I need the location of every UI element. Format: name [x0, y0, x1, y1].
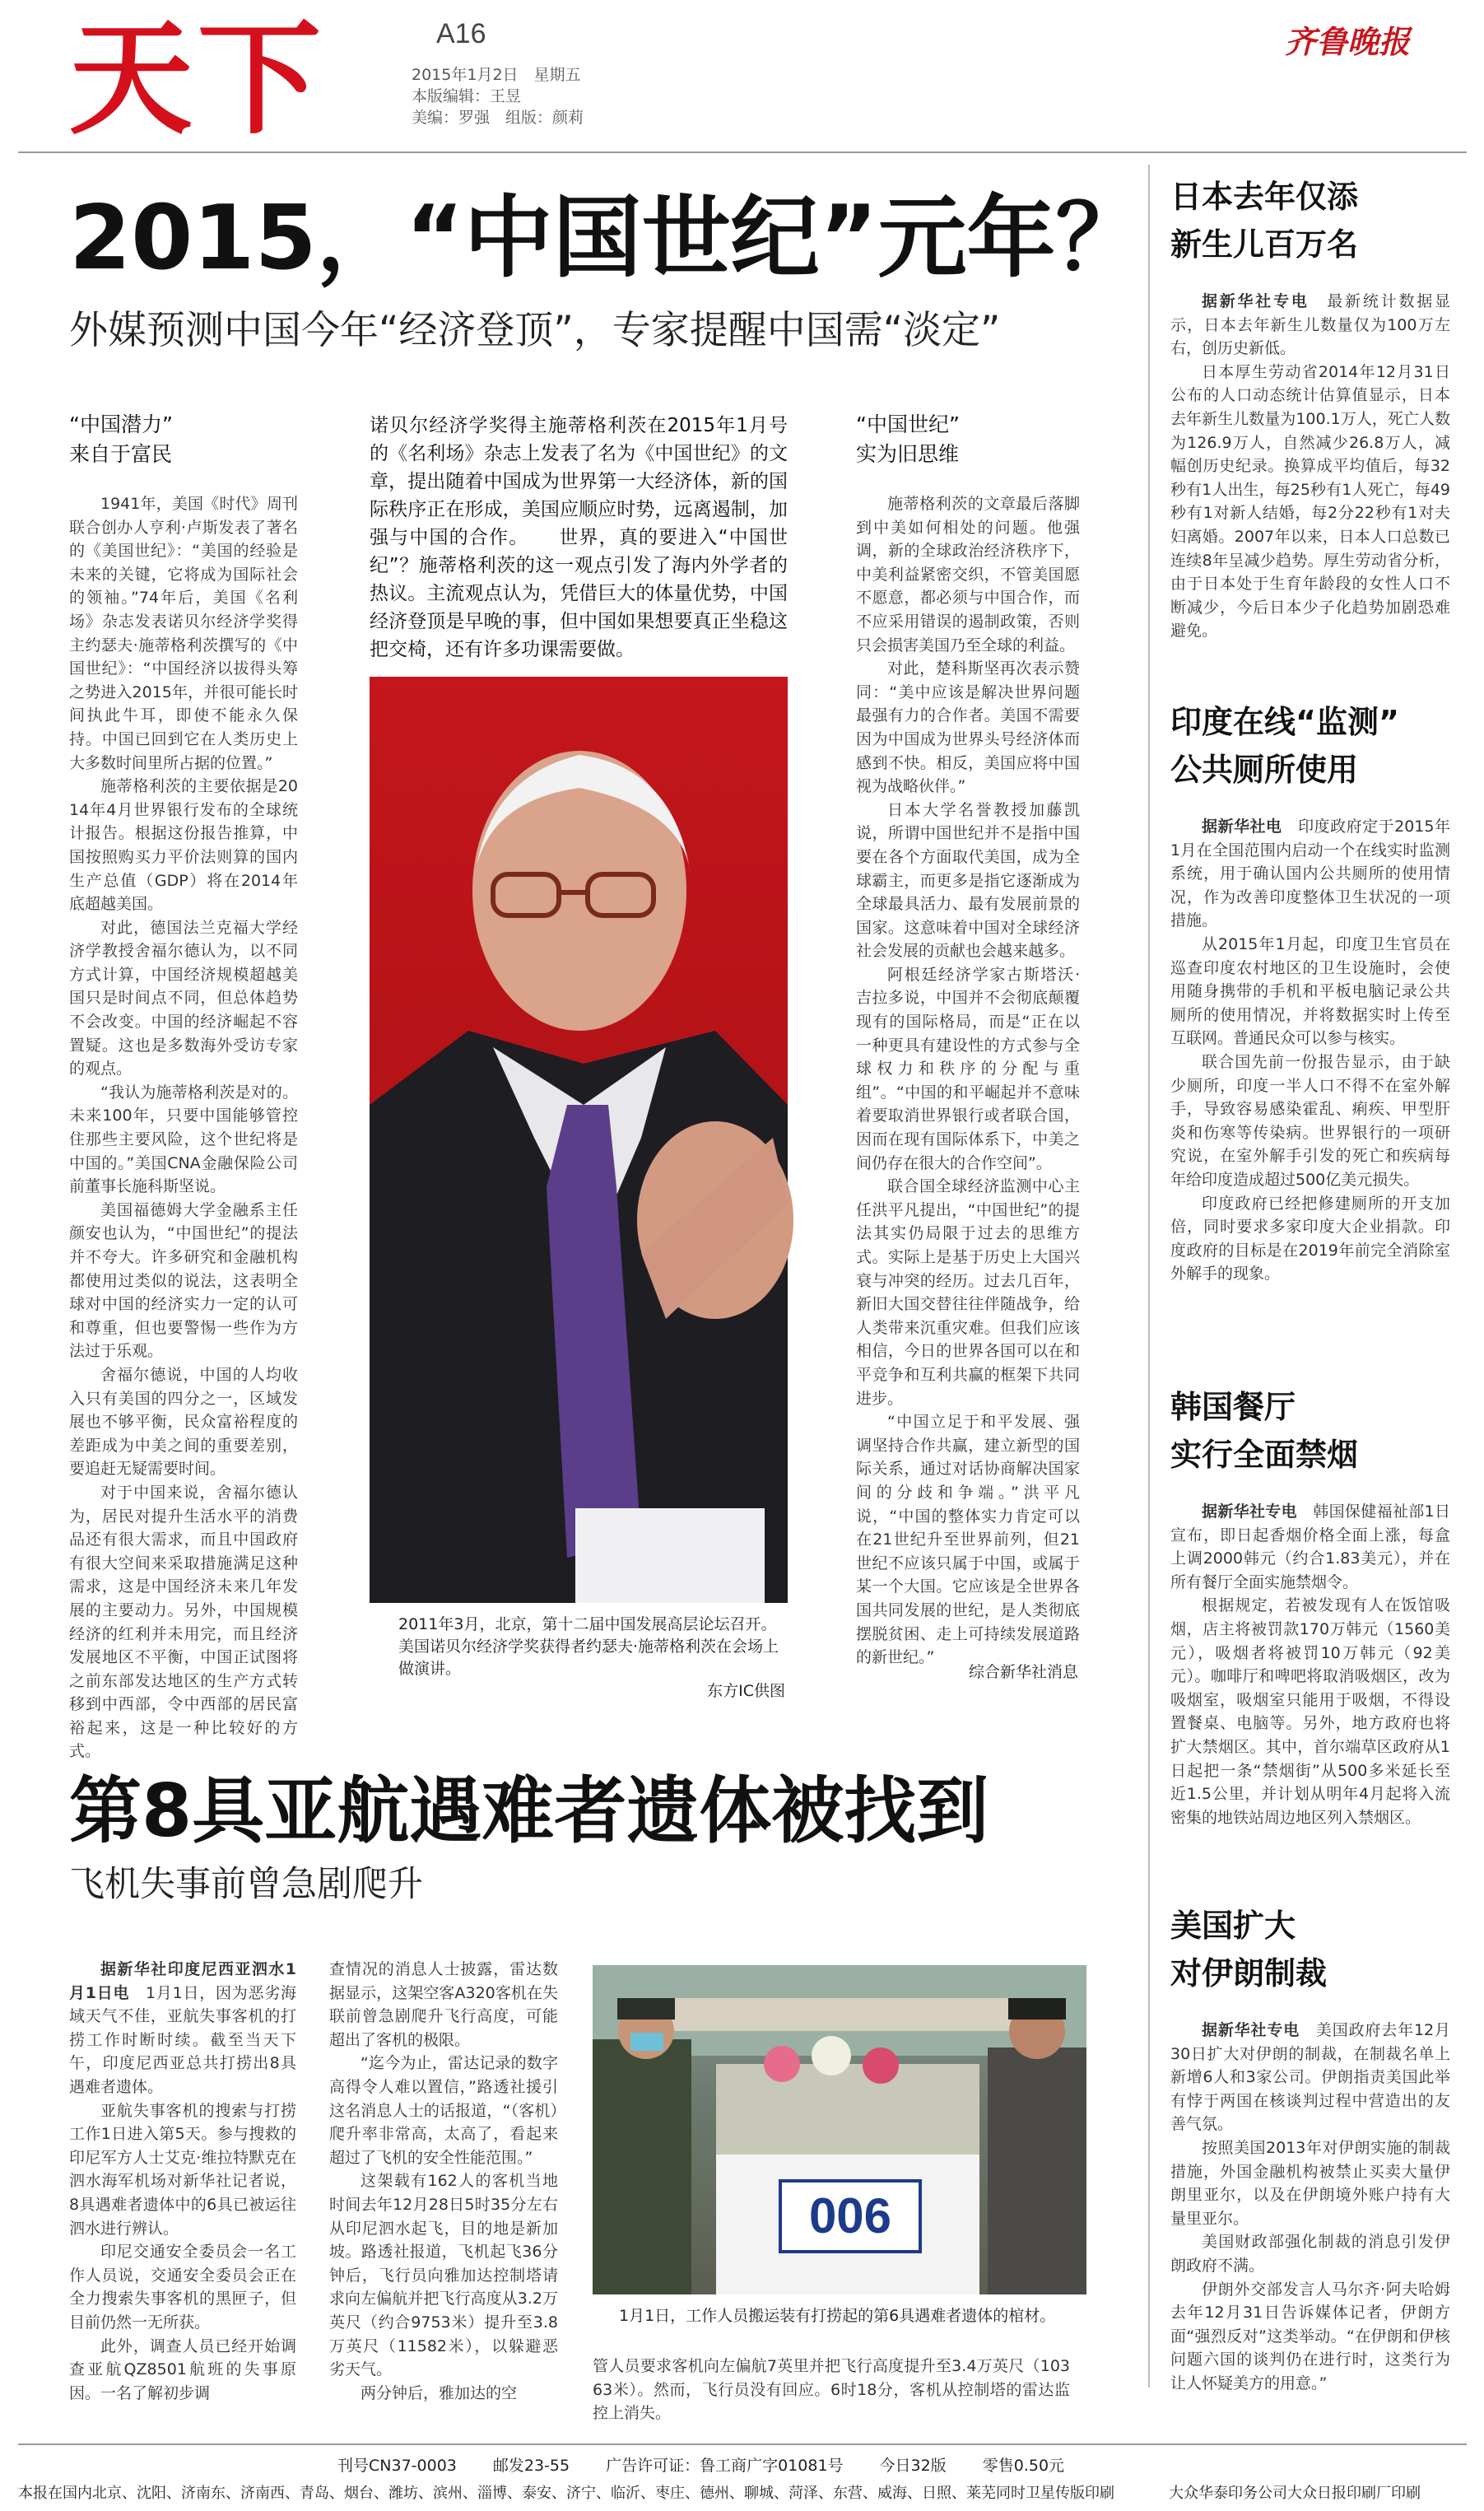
- article-paragraph: 对此，楚科斯坚再次表示赞同：“美中应该是解决世界问题最强有力的合作者。美国不需要因为中国成为世界头号经济体而感到不快。相反，美国应将中国视为战略伙伴。”: [856, 659, 1080, 796]
- brief-paragraph: [1170, 2019, 1450, 2136]
- brief-body: [1170, 815, 1450, 1358]
- footer-item: 零售0.50元: [982, 2457, 1065, 2475]
- brief-paragraph: [1170, 815, 1450, 933]
- article-paragraph: 对此，德国法兰克福大学经济学教授舍福尔德认为，以不同方式计算，中国经济规模超越美国只是时间点不同，但总体趋势不会改变。中国的经济崛起不容置疑。这也是多数海外受访专家的观点。: [69, 918, 298, 1078]
- design-line: 美编：罗强 组版：颜莉: [412, 109, 584, 127]
- article-paragraph: 美国福德姆大学金融系主任颜安也认为，“中国世纪”的提法并不夸大。许多研究和金融机构都使用过类似的说法，这表明全球对中国的经济实力一定的认可和尊重，但也要警惕一些作为方法过于乐观。: [69, 1200, 298, 1361]
- article-paragraph: 两分钟后，雅加达的空: [361, 2383, 518, 2402]
- article-paragraph: [69, 1958, 296, 2099]
- brief-paragraph: 美国财政部强化制裁的消息引发伊朗政府不满。: [1170, 2233, 1450, 2275]
- brief-text: 印度政府定于2015年1月在全国范围内启动一个在线实时监测系统，用于确认国内公共厕所的使用情况，作为改善印度整体卫生状况的一项措施。: [1170, 818, 1450, 930]
- brief-title: [1170, 698, 1450, 794]
- coffin-photo: [593, 1965, 1086, 2294]
- brief-title-line: 对伊朗制裁: [1170, 1955, 1328, 1992]
- main-subheadline: 外媒预测中国今年“经济登顶”，专家提醒中国需“淡定”: [69, 308, 1001, 353]
- brief-title-line: 实行全面禁烟: [1170, 1437, 1359, 1473]
- dateline: 据新华社专电: [1202, 2021, 1300, 2039]
- footer-line-2-left: 本报在国内北京、沈阳、济南东、济南西、青岛、烟台、潍坊、滨州、淄博、泰安、济宁、临沂、枣庄、德州、聊城、菏泽、东营、威海、日照、莱芜同时卫星传版印刷: [18, 2485, 1114, 2502]
- sidebar-brief-1: [1170, 173, 1450, 677]
- article-paragraph: 1941年，美国《时代》周刊联合创办人亨利·卢斯发表了著名的《美国世纪》：“美国的经验是未来的关键，它将成为国际社会的领袖。”74年后，美国《名利场》杂志发表诺贝尔经济学奖得主约瑟夫·施蒂格利茨撰写的《中国世纪》：“中国经济以拔得头筹之势进入2015年，并很可能长时间执此牛耳，即使不能永久保持。中国已回到它在人类历史上大多数时间里所占据的位置。”: [69, 495, 298, 772]
- right-section-title-2: 实为旧思维: [856, 442, 960, 466]
- article-paragraph: “迄今为止，雷达记录的数字高得令人难以置信，”路透社援引这名消息人士的话报道，“（客机）爬升率非常高，太高了，看起来超过了飞机的安全性能范围。”: [329, 2054, 558, 2167]
- footer-item: 广告许可证：鲁工商广字01081号: [606, 2457, 844, 2475]
- article-paragraph: 对于中国来说，舍福尔德认为，居民对提升生活水平的消费品还有很大需求，而且中国政府有很大空间来采取措施满足这种需求，这是中国经济未来几年发展的主要动力。另外，中国规模经济的红利并未用完，而且经济发展地区不平衡，中国正试图将之前东部发达地区的生产方式转移到中西部，令中西部的居民富裕起来，这是一种比较好的方式。: [69, 1483, 298, 1761]
- header-rule: [18, 151, 1467, 153]
- article-paragraph: 联合国全球经济监测中心主任洪平凡提出，“中国世纪”的提法其实仍局限于过去的思维方式。实际上是基于历史上大国兴衰与冲突的经历。过去几百年，新旧大国交替往往伴随战争，给人类带来沉重灾难。但我们应该相信，今日的世界各国可以在和平竞争和互利共赢的框架下共同进步。: [856, 1177, 1080, 1408]
- date-line: 2015年1月2日 星期五: [412, 66, 581, 84]
- brief-body: [1170, 290, 1450, 677]
- brief-title-line: 日本去年仅添: [1170, 179, 1359, 215]
- right-section-title-1: “中国世纪”: [856, 412, 960, 436]
- brief-paragraph: 按照美国2013年对伊朗实施的制裁措施，外国金融机构被禁止买卖大量伊朗里亚尔，以及在伊朗境外账户持有大量里亚尔。: [1170, 2138, 1450, 2228]
- second-story-column-1: [69, 1958, 296, 2419]
- brief-paragraph: 印度政府已经把修建厕所的开支加倍，同时要求多家印度大企业捐款。印度政府的目标是在2019年前完全消除室外解手的现象。: [1170, 1194, 1450, 1283]
- photo-credit: 东方IC供图: [707, 1682, 785, 1700]
- brief-text: 韩国保健福祉部1日宣布，即日起香烟价格全面上涨，每盒上调2000韩元（约合1.83美元），并在所有餐厅全面实施禁烟令。: [1170, 1502, 1450, 1591]
- left-section-title-1: “中国潜力”: [69, 412, 173, 436]
- brief-paragraph: [1170, 1500, 1450, 1594]
- dateline: 据新华社专电: [1202, 1502, 1297, 1521]
- brief-paragraph: 从2015年1月起，印度卫生官员在巡查印度农村地区的卫生设施时，会使用随身携带的手机和平板电脑记录公共厕所的使用情况，并将数据实时上传至互联网。普通民众可以参与核实。: [1170, 934, 1450, 1048]
- second-headline: 第8具亚航遇难者遗体被找到: [69, 1768, 989, 1853]
- left-section-title-2: 来自于富民: [69, 442, 173, 466]
- stiglitz-photo: [370, 677, 788, 1603]
- article-paragraph: 管人员要求客机向左偏航7英里并把飞行高度提升至3.4万英尺（10363米）。然而，飞行员没有回应。6时18分，客机从控制塔的雷达监控上消失。: [593, 2357, 1070, 2423]
- brief-paragraph: 日本厚生劳动省2014年12月31日公布的人口动态统计估算值显示，日本去年新生儿数量为100.1万人，死亡人数为126.9万人，自然减少26.8万人，减幅创历史纪录。换算成平均值后，每32秒有1人出生，每25秒有1人死亡，每49秒有1对新人结婚，每2分22秒有1对夫妇离婚。2007年以来，日本人口总数已连续8年呈减少趋势。厚生劳动省分析，由于日本处于生育年龄段的女性人口不断减少，今后日本少子化趋势加剧恐难避免。: [1170, 362, 1450, 641]
- sidebar-brief-3: [1170, 1383, 1450, 1945]
- dateline: 据新华社电: [1202, 818, 1282, 836]
- main-lead: 诺贝尔经济学奖得主施蒂格利茨在2015年1月号的《名利场》杂志上发表了名为《中国世纪》的文章，提出随着中国成为世界第一大经济体，新的国际秩序正在形成，美国应顺应时势，远离遏制，加强与中国的合作。 世界，真的要进入“中国世纪”？施蒂格利茨的这一观点引发了海内外学者的热议。主流观点认为，凭借巨大的体量优势，中国经济登顶是早晚的事，但中国如果想要真正坐稳这把交椅，还有许多功课需要做。: [370, 415, 788, 660]
- footer-line-1: [337, 2453, 1161, 2476]
- newspaper-logo: 齐鲁晚报: [1284, 23, 1410, 60]
- column-divider: [1148, 165, 1150, 2388]
- second-subheadline: 飞机失事前曾急剧爬升: [69, 1864, 423, 1905]
- footer-line-2-right: 大众华泰印务公司大众日报印刷厂印刷: [1169, 2485, 1421, 2502]
- photo-caption: [398, 1614, 785, 1703]
- footer-item: 刊号CN37-0003: [337, 2457, 457, 2475]
- brief-text: 美国政府去年12月30日扩大对伊朗的制裁，在制裁名单上新增6人和3家公司。伊朗指责美国此举有悖于两国在核谈判过程中营造出的友善气氛。: [1170, 2021, 1450, 2134]
- brief-title-line: 公共厕所使用: [1170, 752, 1359, 788]
- brief-paragraph: [1170, 290, 1450, 361]
- left-article-column: [69, 492, 298, 1761]
- dateline: 据新华社印度尼西亚泗水1月1日电: [69, 1960, 296, 2002]
- article-text: 1月1日，因为恶劣海域天气不佳，亚航失事客机的打捞工作时断时续。截至当天下午，印度尼西亚总共打捞出8具遇难者遗体。: [69, 1983, 296, 2096]
- second-story-column-2: [329, 1958, 558, 2419]
- article-paragraph: 亚航失事客机的搜索与打捞工作1日进入第5天。参与搜救的印尼军方人士艾克·维拉特默克在泗水海军机场对新华社记者说，8具遇难者遗体中的6具已被运往泗水进行辨认。: [69, 2101, 296, 2238]
- article-paragraph: 施蒂格利茨的文章最后落脚到中美如何相处的问题。他强调，新的全球政治经济秩序下，中美利益紧密交织，不管美国愿不愿意，都必须与中国合作，而不应采用错误的遏制政策，否则只会损害美国乃至全球的利益。: [856, 495, 1080, 655]
- stiglitz-illustration: [370, 677, 788, 1603]
- sidebar-brief-4: [1170, 1902, 1450, 2426]
- page-number: A16: [436, 18, 486, 49]
- footer-item: 今日32版: [879, 2457, 947, 2475]
- article-paragraph: 这架载有162人的客机当地时间去年12月28日5时35分左右从印尼泗水起飞，目的地是新加坡。路透社报道，飞机起飞36分钟后，飞行员向雅加达控制塔请求向左偏航并把飞行高度从3.2万英尺（约合9753米）提升至3.8万英尺（11582米），以躲避恶劣天气。: [329, 2172, 558, 2379]
- article-paragraph: 印尼交通安全委员会一名工作人员说，交通安全委员会正在全力搜索失事客机的黑匣子，但目前仍然一无所获。: [69, 2243, 296, 2332]
- brief-body: [1170, 2019, 1450, 2426]
- article-paragraph: “我认为施蒂格利茨是对的。未来100年，只要中国能够管控住那些主要风险，这个世纪将是中国的。”美国CNA金融保险公司前董事长施科斯坚说。: [69, 1083, 298, 1196]
- article-paragraph: 查情况的消息人士披露，雷达数据显示，这架空客A320客机在失联前曾急剧爬升飞行高度，可能超出了客机的极限。: [329, 1960, 558, 2049]
- dateline: 据新华社专电: [1202, 292, 1310, 310]
- brief-title: [1170, 1902, 1450, 1997]
- editor-line: 本版编辑：王昱: [412, 87, 522, 105]
- brief-title: [1170, 173, 1450, 268]
- article-paragraph: 舍福尔德说，中国的人均收入只有美国的四分之一，区域发展也不够平衡，民众富裕程度的差距成为中美之间的重要差别，要追赶无疑需要时间。: [69, 1365, 298, 1479]
- brief-paragraph: 联合国先前一份报告显示，由于缺少厕所，印度一半人口不得不在室外解手，导致容易感染霍乱、痢疾、甲型肝炎和伤寒等传染病。世界银行的一项研究说，在室外解手引发的死亡和疾病每年给印度造成超过500亿美元损失。: [1170, 1052, 1450, 1189]
- article-paragraph: 施蒂格利茨的主要依据是2014年4月世界银行发布的全球统计报告。根据这份报告推算，中国按照购买力平价法则算的国内生产总值（GDP）将在2014年底超越美国。: [69, 777, 298, 914]
- brief-title-line: 韩国餐厅: [1170, 1389, 1296, 1425]
- photo-caption-text: 2011年3月，北京，第十二届中国发展高层论坛召开。美国诺贝尔经济学奖获得者约瑟夫·施蒂格利茨在会场上做演讲。: [398, 1615, 779, 1678]
- sidebar-brief-2: [1170, 698, 1450, 1358]
- masthead-title: 天下: [69, 8, 327, 151]
- story-source: 综合新华社消息: [968, 1663, 1078, 1681]
- brief-body: [1170, 1500, 1450, 1945]
- edition-info: [412, 64, 584, 128]
- article-paragraph: 阿根廷经济学家古斯塔沃·吉拉多说，中国并不会彻底颠覆现有的国际格局，而是“正在以一种更具有建设性的方式参与全球权力和秩序的分配与重组”。“中国的和平崛起并不意味着要取消世界银行或者联合国，因而在现有国际体系下，中美之间仍存在很大的合作空间”。: [856, 965, 1080, 1172]
- article-paragraph: “中国立足于和平发展、强调坚持合作共赢，建立新型的国际关系，通过对话协商解决国家间的分歧和争端。”洪平凡说，“中国的整体实力肯定可以在21世纪升至世界前列，但21世纪不应该只属于中国，或属于某一个大国。它应该是全世界各国共同发展的世纪，是人类彻底摆脱贫困、走上可持续发展道路的新世纪。”: [856, 1413, 1080, 1667]
- brief-title-line: 新生儿百万名: [1170, 226, 1359, 263]
- footer-rule: [18, 2443, 1467, 2445]
- footer-item: 邮发23-55: [492, 2457, 570, 2475]
- brief-paragraph: 根据规定，若被发现有人在饭馆吸烟，店主将被罚款170万韩元（1560美元），吸烟者将被罚10万韩元（92美元）。咖啡厅和啤吧将取消吸烟区，改为吸烟室，吸烟室只能用于吸烟，不得设置餐桌、电脑等。另外，地方政府也将扩大禁烟区。其中，首尔端草区政府从1日起把一条“禁烟街”从500多米延长至近1.5公里，并计划从明年4月起将入流密集的地铁站周边地区列入禁烟区。: [1170, 1596, 1450, 1827]
- right-section-heading: [856, 410, 1103, 469]
- brief-text: 最新统计数据显示，日本去年新生儿数量仅为100万左右，创历史新低。: [1170, 292, 1450, 358]
- right-article-column: [856, 492, 1080, 1667]
- coffin-photo-caption: 1月1日，工作人员搬运装有打捞起的第6具遇难者遗体的棺材。: [619, 2307, 1056, 2325]
- left-section-heading: [69, 410, 333, 469]
- article-paragraph: 此外，调查人员已经开始调查亚航QZ8501航班的失事原因。一名了解初步调: [69, 2336, 296, 2402]
- brief-title-line: 美国扩大: [1170, 1908, 1296, 1944]
- brief-paragraph: 伊朗外交部发言人马尔齐·阿夫哈姆去年12月31日告诉媒体记者，伊朗方面“强烈反对”这类举动。“在伊朗和伊核问题六国的谈判仍在进行时，这类行为让人怀疑美方的用意。”: [1170, 2280, 1450, 2392]
- main-headline: 2015，“中国世纪”元年？: [69, 187, 1145, 290]
- brief-title-line: 印度在线“监测”: [1170, 704, 1399, 740]
- coffin-label: 006: [808, 2188, 892, 2243]
- brief-title: [1170, 1383, 1450, 1479]
- second-story-column-3: [593, 2355, 1070, 2425]
- article-paragraph: 日本大学名誉教授加藤凯说，所谓中国世纪并不是指中国要在各个方面取代美国，成为全球霸主，而更多是指它逐渐成为全球最具活力、最有发展前景的国家。这意味着中国对全球经济社会发展的贡献也会越来越多。: [856, 800, 1080, 961]
